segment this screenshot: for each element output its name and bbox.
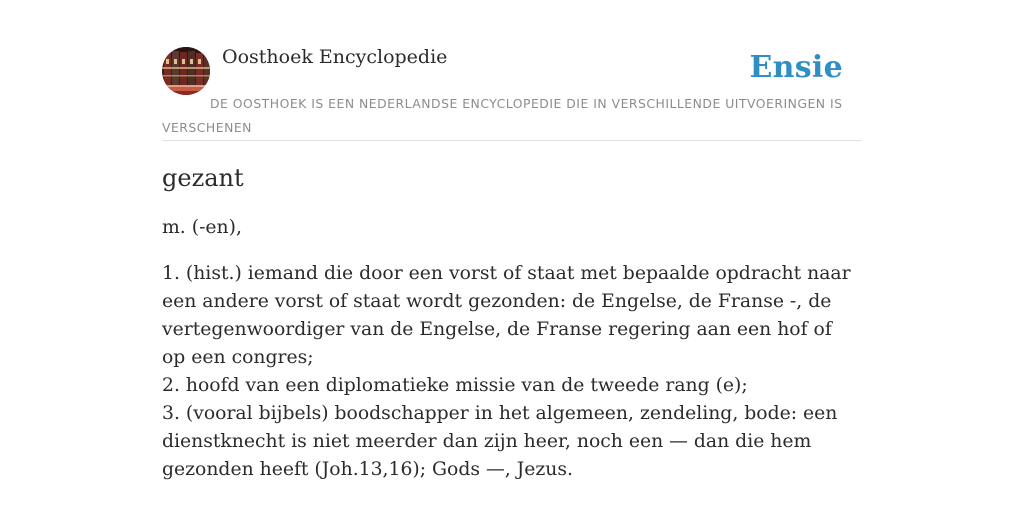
definition-list (162, 260, 852, 484)
entry-content (162, 160, 852, 484)
definition-item: 2. hoofd van een diplomatieke missie van de tweede rang (e); (162, 375, 748, 396)
book-spines-icon (162, 47, 210, 95)
source-avatar[interactable] (162, 47, 210, 95)
ensie-logo[interactable]: Ensie (749, 50, 843, 85)
source-description: DE OOSTHOEK IS EEN NEDERLANDSE ENCYCLOPEDIE DIE IN VERSCHILLENDE UITVOERINGEN IS VERSCHENEN (162, 96, 843, 135)
entry-grammar: m. (-en), (162, 217, 242, 238)
definition-item: 3. (vooral bijbels) boodschapper in het algemeen, zendeling, bode: een dienstknecht is niet meerder dan zijn heer, noch een — dan die hem gezonden heeft (Joh.13,16); Gods —, Jezus. (162, 403, 838, 480)
definition-item: 1. (hist.) iemand die door een vorst of staat met bepaalde opdracht naar een andere vorst of staat wordt gezonden: de Engelse, de Franse -, de vertegenwoordiger van de Engelse, de Franse regering aan een hof of op een congres; (162, 263, 851, 368)
source-header (162, 44, 862, 141)
entry-word: gezant (162, 164, 244, 192)
source-title[interactable]: Oosthoek Encyclopedie (222, 46, 448, 68)
